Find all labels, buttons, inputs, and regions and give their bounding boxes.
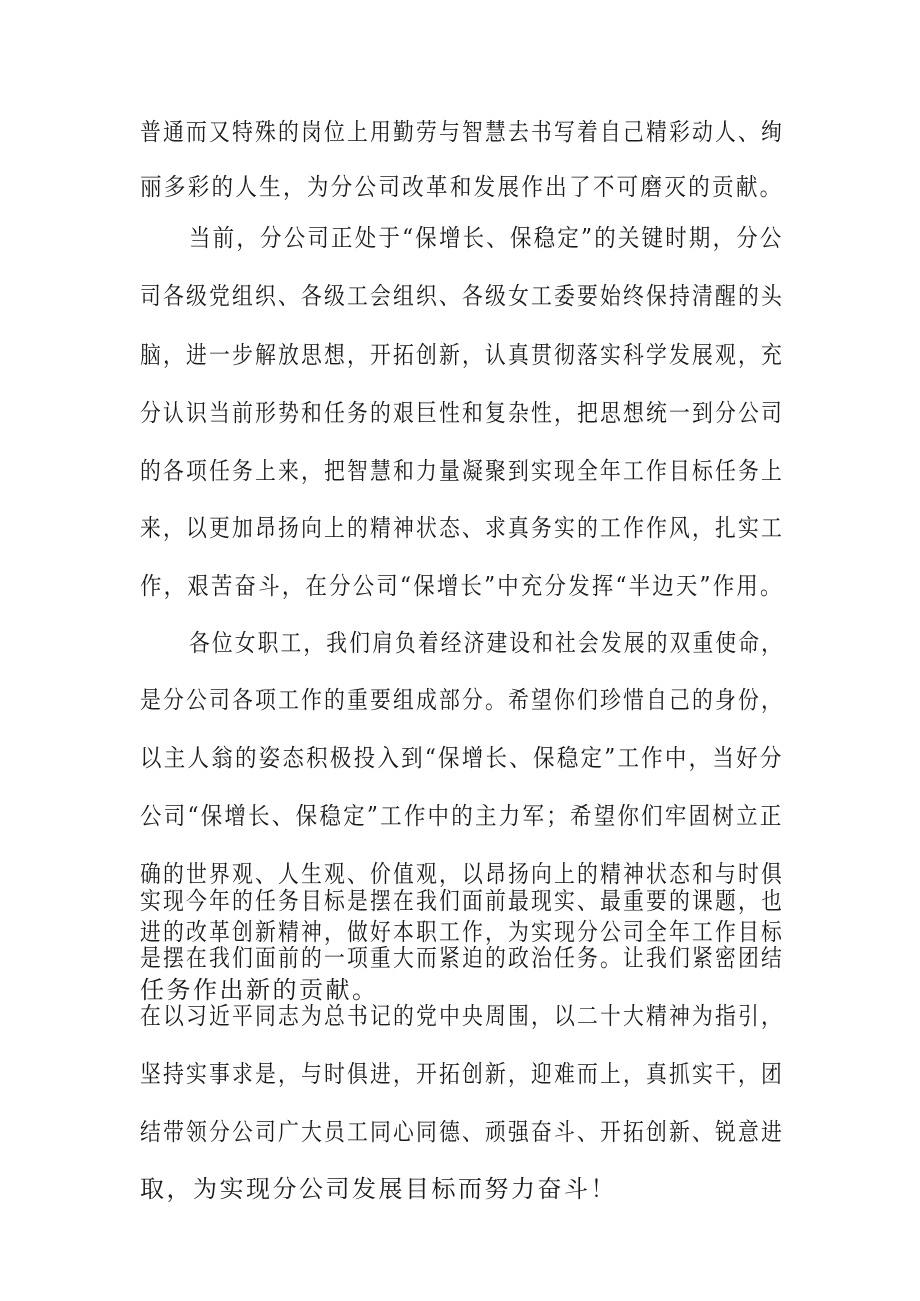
paragraph-2-line-4: 分认识当前形势和任务的艰巨性和复杂性，把思想统一到分公司 <box>140 399 784 427</box>
paragraph-3-line-4: 公司“保增长、保稳定”工作中的主力军；希望你们牢固树立正 <box>140 802 784 830</box>
paragraph-4-line-3: 在以习近平同志为总书记的党中央周围，以二十大精神为指引， <box>140 1002 784 1030</box>
paragraph-2-line-3: 脑，进一步解放思想，开拓创新，认真贯彻落实科学发展观，充 <box>140 341 784 369</box>
paragraph-1-line-2: 丽多彩的人生，为分公司改革和发展作出了不可磨灭的贡献。 <box>140 173 784 201</box>
paragraph-4-line-5: 结带领分公司广大员工同心同德、顽强奋斗、开拓创新、锐意进 <box>140 1118 784 1146</box>
paragraph-4-line-1: 实现今年的任务目标是摆在我们面前最现实、最重要的课题，也 <box>140 887 784 915</box>
paragraph-4-line-6: 取，为实现分公司发展目标而努力奋斗！ <box>140 1175 617 1203</box>
paragraph-4-line-2: 是摆在我们面前的一项重大而紧迫的政治任务。让我们紧密团结 <box>140 944 784 972</box>
paragraph-3-line-7: 任务作出新的贡献。 <box>140 976 379 1004</box>
paragraph-3-line-1: 各位女职工，我们肩负着经济建设和社会发展的双重使命， <box>189 629 785 657</box>
paragraph-2-line-2: 司各级党组织、各级工会组织、各级女工委要始终保持清醒的头 <box>140 282 784 310</box>
paragraph-3-line-6: 进的改革创新精神，做好本职工作，为实现分公司全年工作目标 <box>140 918 784 946</box>
paragraph-2-line-1: 当前，分公司正处于“保增长、保稳定”的关键时期，分公 <box>189 224 784 252</box>
paragraph-3-line-5: 确的世界观、人生观、价值观，以昂扬向上的精神状态和与时俱 <box>140 860 784 888</box>
paragraph-2-line-5: 的各项任务上来，把智慧和力量凝聚到实现全年工作目标任务上 <box>140 457 784 485</box>
paragraph-3-line-3: 以主人翁的姿态积极投入到“保增长、保稳定”工作中，当好分 <box>140 744 784 772</box>
paragraph-4-line-4: 坚持实事求是，与时俱进，开拓创新，迎难而上，真抓实干，团 <box>140 1060 784 1088</box>
paragraph-3-line-2: 是分公司各项工作的重要组成部分。希望你们珍惜自己的身份， <box>140 686 784 714</box>
paragraph-1-line-1: 普通而又特殊的岗位上用勤劳与智慧去书写着自己精彩动人、绚 <box>140 118 784 146</box>
paragraph-2-line-7: 作，艰苦奋斗，在分公司“保增长”中充分发挥“半边天”作用。 <box>140 572 784 600</box>
paragraph-2-line-6: 来，以更加昂扬向上的精神状态、求真务实的工作作风，扎实工 <box>140 514 784 542</box>
